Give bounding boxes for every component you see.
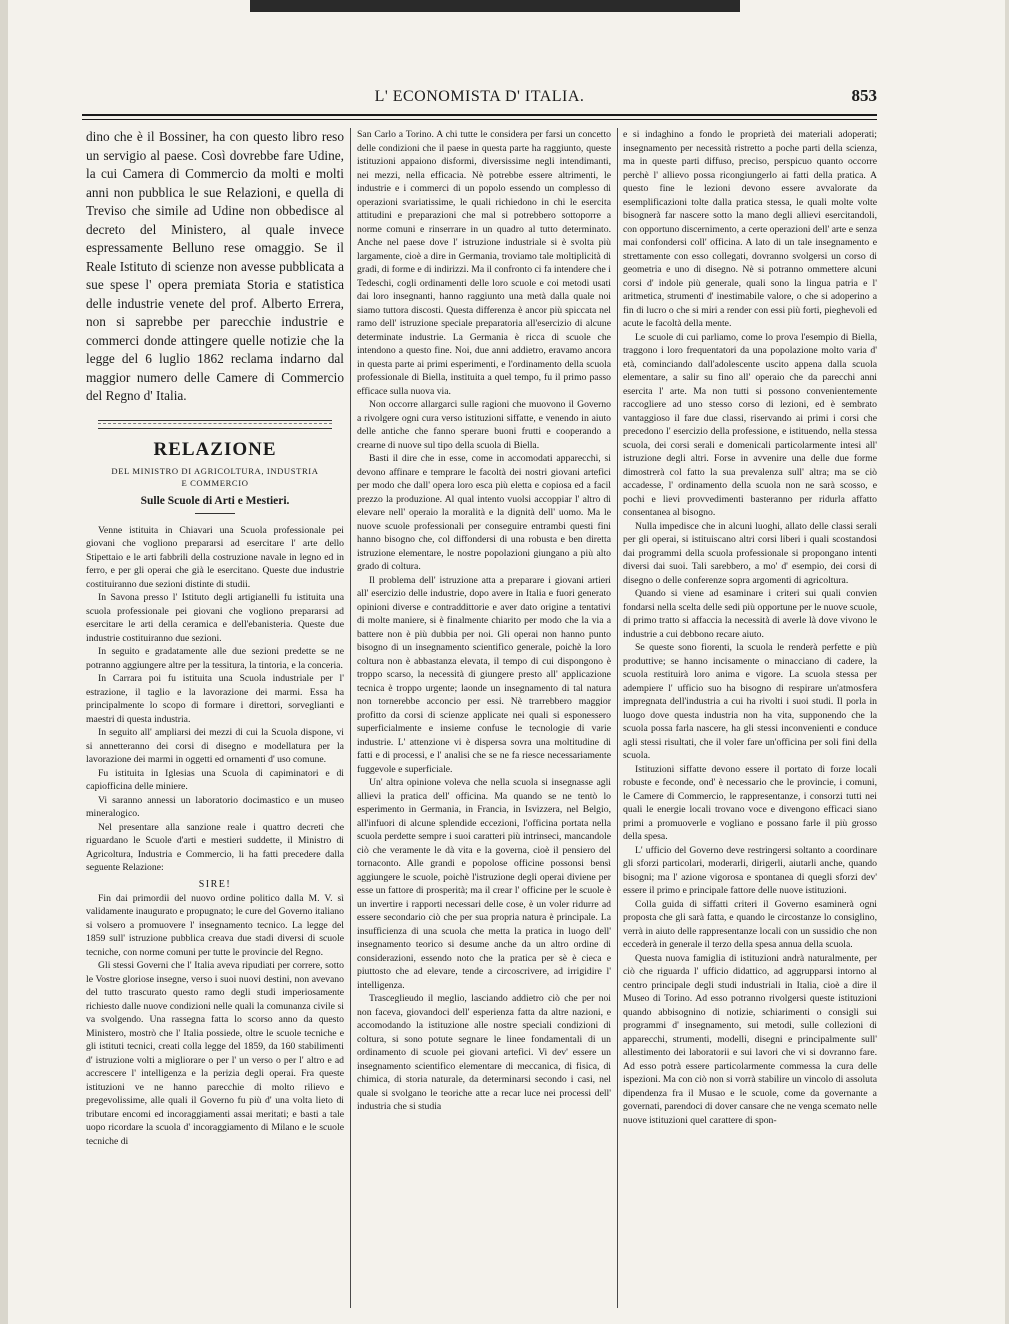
column-1 xyxy=(86,128,344,1308)
scan-right-edge xyxy=(1005,0,1009,1324)
scan-top-edge xyxy=(250,0,740,12)
paragraph: Questa nuova famiglia di istituzioni andrà naturalmente, per ciò che riguarda l' ufficio didattico, ad aggrupparsi intorno al centro principale degli studi industriali in Italia, cioè a dire il Museo di Torino. Ad esso potranno rivolgersi queste istituzioni quando abbisognino di notizie, schiarimenti o consigli sui programmi d' insegnamento, sui metodi, sulle collezioni di apparecchi, strumenti, modelli, disegni e principalmente sull' allestimento dei laboratorii e sui lavori che vi si dovranno fare. Ad esso potrà essere particolarmente commessa la cura delle ispezioni. Ma con ciò non si vorrà stabilire un vincolo di assoluta dipendenza fra il Musao e le scuole, come da governante a governati, parendoci di dover cansare che ne venga scemato nelle nuove istituzioni quel carattere di spon- xyxy=(623,952,877,1126)
paragraph: Fin dai primordii del nuovo ordine politico dalla M. V. sì validamente inaugurato e propugnato; le cure del Governo italiano si volsero a promuovere l' insegnamento tecnico. La legge del 1859 sull' istruzione pubblica creava due stadi diversi di scuole tecniche, con norme comuni per tutte le provincie del Regno. xyxy=(86,892,344,958)
paragraph: Nulla impedisce che in alcuni luoghi, allato delle classi serali per gli operai, si istituiscano altri corsi liberi i quali scostandosi dai programmi della scuola professionale si propongano intenti diversi dai suoi. Tali sarebbero, a mo' d' esempio, dei corsi di disegno o delle conferenze sopra argomenti di agricoltura. xyxy=(623,520,877,586)
article-subtitle-line-1: DEL MINISTRO DI AGRICOLTURA, INDUSTRIA xyxy=(111,465,319,476)
article-body-1 xyxy=(86,524,344,875)
paragraph: Le scuole di cui parliamo, come lo prova l'esempio di Biella, traggono i loro frequentatori da una popolazione molto varia d' età, cominciando dall'adolescente uscito appena dalla scuola elementare, a salir su fino all' operaio che da parecchi anni esercita l' arte. Ma non tutti si possono convenientemente raccogliere ad uno stesso corso di lezioni, ed è sembrato vantaggioso il fare due classi, riservando ai primi i corsi che precedono l' esercizio della professione, e istituendo, nella stessa scuola, dei corsi serali e domenicali particolarmente intesi all' istruzione degli altri. Forse in avvenire una delle due forme dimostrerà col fatto la sua prevalenza sull' altra; ma se ciò accadesse, l' ordinamento della scuola non ne sarà scosso, e pochi e lievi provvedimenti basteranno per ridurla affatto consentanea al bisogno. xyxy=(623,331,877,518)
paragraph: Fu istituita in Iglesias una Scuola di capiminatori e di capiofficina delle miniere. xyxy=(86,767,344,792)
section-divider xyxy=(98,420,332,429)
scan-left-edge xyxy=(0,0,8,1324)
salutation: SIRE! xyxy=(198,878,232,890)
paragraph: Basti il dire che in esse, come in accomodati apparecchi, si devono affinare e temprare le facoltà dei nostri giovani artefici per modo che dall' opera loro esca più eletta e copiosa ed a facil prezzo la produzione. Al qual intento vuolsi accoppiar l' altro di elevare nell' operaio la moralità e la dignità dell' uomo. Ma le nuove scuole professionali per conseguire entrambi questi fini hanno bisogno che, col diffondersi di una robusta e ben diretta istruzione elementare, le nostre popolazioni giungano a più alto grado di coltura. xyxy=(357,453,611,572)
paragraph: Gli stessi Governi che l' Italia aveva ripudiati per correre, sotto le Vostre gloriose insegne, verso i suoi nuovi destini, non avevano del tutto trascurato questo ramo degli studi imperiosamente richiesto dalle nuove condizioni nelle quali la comunanza civile si va svolgendo. Una rassegna fatta lo scorso anno da questo Ministero, mostrò che l' Italia possiede, oltre le scuole tecniche e gli istituti tecnici, creati colla legge del 1859, da 160 stabilimenti d' istruzione volti a migliorare o per l' un verso o per l' altro e ad accrescere l' intelligenza e la perizia degli operai. Fra queste istituzioni ve ne hanno parecchie di molto rilievo e pregevolissime, alle quali il Governo fu più d' una volta lieto di tributare encomi ed incoraggiamenti assai meritati; e basti a tale uopo ricordare la scuola d' incoraggiamento di Milano e le scuole tecniche di xyxy=(86,960,344,1147)
paragraph: Non occorre allargarci sulle ragioni che muovono il Governo a rivolgere ogni cura verso istituzioni siffatte, e venendo in aiuto delle antiche che fanno sperare buoni frutti e cooperando a crearne di nuove sul tipo della scuola di Biella. xyxy=(357,399,611,451)
paragraph: In Carrara poi fu istituita una Scuola industriale per l' estrazione, il taglio e la lavorazione dei marmi. Essa ha principalmente lo scopo di formare i direttori, sorveglianti e maestri di questa industria. xyxy=(86,673,344,725)
paragraph: Colla guida di siffatti criteri il Governo esaminerà ogni proposta che gli sarà fatta, e quando le circostanze lo consiglino, verrà in aiuto delle rappresentanze locali con un sussidio che non eccederà in generale il terzo della spesa annua della scuola. xyxy=(623,898,877,950)
paragraph: In Savona presso l' Istituto degli artigianelli fu istituita una scuola professionale pei giovani che vogliono prepararsi ad esercitare le arti della ceramica e dell'ebanisteria. Queste due industrie costituiranno due sezioni. xyxy=(86,592,344,644)
intro-block xyxy=(86,128,344,406)
paragraph: Trasceglieudo il meglio, lasciando addietro ciò che per noi non faceva, giovandoci dell' esperienza fatta da altre nazioni, e accomodando la istituzione alle nostre speciali condizioni di coltura, si sono potute segnare le linee fondamentali di un ordinamento di scuole pei giovani artefici. Vi dev' essere un insegnamento scientifico elementare di meccanica, di fisica, di chimica, di storia naturale, da determinarsi secondo i casi, nel quale si svolgano le teoriche atte a recar luce nei processi dell' industria che si studia xyxy=(357,993,611,1112)
article-subheading: Sulle Scuole di Arti e Mestieri. xyxy=(140,494,290,507)
paragraph: e si indaghino a fondo le proprietà dei materiali adoperati; insegnamento per necessità ristretto a poche parti della scienza, ma in queste parti diffuso, preciso, perspicuo quanto occorre perchè l' allievo possa ricongiungerlo ai fatti della pratica. A questo fine le lezioni devono essere avvalorate da esemplificazioni tolte dalla pratica stessa, le quali molte volte bisognerà far nascere sotto la mano degli allievi esercitandoli, con opportuno discernimento, a certe operazioni dell' arte e senza mai confondersi coll' officina. A lato di un tale insegnamento e strettamente con esso collegati, dovranno svolgersi un corso di geometria e uno di disegno. Nè si potranno ommettere alcuni corsi d' indole più generale, quali sono la lingua patria e l' aritmetica, strumenti d' inestimabile valore, o che si adoperino a fin di lucro o che si miri a render con essi più forti, pieghevoli ed acute le facoltà della mente. xyxy=(623,129,877,329)
column-divider xyxy=(617,128,618,1308)
paragraph: In seguito e gradatamente alle due sezioni predette se ne potranno aggiungere altre per la tessitura, la tintoria, e la conceria. xyxy=(86,646,344,671)
paragraph: Vi saranno annessi un laboratorio docimastico e un museo mineralogico. xyxy=(86,794,344,819)
article-title: RELAZIONE xyxy=(153,438,277,460)
article-subtitle-line-2: E COMMERCIO xyxy=(181,477,249,488)
header-rule xyxy=(82,114,877,116)
paragraph: San Carlo a Torino. A chi tutte le considera per farsi un concetto delle condizioni che il paese in questa parte ha raggiunto, queste istituzioni appaiono disformi, diversissime negli intendimanti, nei mezzi, nella efficacia. Nè potrebbe essere altrimenti, le industrie e i commerci di un popolo essendo un complesso di operazioni svariatissime, le quali richiedono in chi le esercita attitudini e preparazioni che mal si potrebbero sottoporre a norme comuni e rinserrare in un quadro al tutto determinato. Anche nel paese dove l' istruzione industriale si è svolta più largamente, cioè a dire in Germania, troviamo tale moltiplicità di gradi, di forme e di indirizzi. Ma il confronto ci fa intendere che i Tedeschi, cogli ordinamenti delle loro scuole e coi metodi usati dai loro insegnanti, hanno raggiunto una metà dalla quale noi siamo tuttora discosti. Questa differenza è ancor più spiccata nel ramo dell' istruzione speciale preparatoria all'esercizio di alcune determinate industrie. La Germania è ricca di scuole che intendono a questo fine. Noi, due anni addietro, eravamo ancora in questa parte ai primi esperimenti, e l'ordinamento della scuola professionale di Biella, instituita a quel tempo, fu il primo passo efficace sulla nuova via. xyxy=(357,129,611,397)
paragraph: Se queste sono fiorenti, la scuola le renderà perfette e più produttive; se hanno incisamente o minacciano di cadere, la scuola restituirà loro anima e vigore. La scuola stessa per adempiere l' ufficio suo ha bisogno di respirare un'atmosfera impregnata dell'industria a cui ha rivolti i suoi studi. Il porla in luogo dove questa industria non ha vita, supponendo che la scuola possa farla nascere, ha gli stessi inconvenienti e conduce agli stessi risultati, che il voler fare un'officina per soli fini della scuola. xyxy=(623,642,877,761)
paragraph: In seguito all' ampliarsi dei mezzi di cui la Scuola dispone, vi si annetteranno dei corsi di disegno e modellatura per la lavorazione dei marmi in oggetti ed ornamenti d' uso comune. xyxy=(86,727,344,765)
column-3 xyxy=(623,128,877,1308)
paragraph: Il problema dell' istruzione atta a preparare i giovani artieri all' esercizio delle industrie, dopo avere in Italia e fuori generato opinioni diverse e contraddittorie e aver dato origine a tentativi di molte maniere, si è finalmente chiarito per modo che la via a battere non è più dubbia per noi. Gli operai non hanno punto bisogno di un insegnamento scientifico generale, poichè la loro coltura non è abbastanza elevata, il tempo di cui dispongono è troppo scarso, la necessità di giungere presto all' applicazione tecnica è troppo urgente; laonde un insegnamento di tal natura non tornerebbe acconcio per essi. Nè trarrebbero maggior profitto da corsi di scienze applicate nei quali si esponessero superficialmente e insieme confuse le tecnologie di varie industrie. L' attenzione vi è dispersa sovra una moltitudine di fatti e di processi, e l' analisi che se ne fa riesce necessariamente fuggevole e superficiale. xyxy=(357,574,611,775)
header-rule-thin xyxy=(82,119,877,120)
paragraph: Istituzioni siffatte devono essere il portato di forze locali robuste e feconde, ond' è necessario che le provincie, i comuni, le Camere di Commercio, le rappresentanze, i consorzi tutti nei quali le energie locali trovano voce e divengono efficaci siano primi a promuoverle e vogliano e possano farle il più grosso della spesa. xyxy=(623,763,877,842)
intro-paragraph: dino che è il Bossiner, ha con questo libro reso un servigio al paese. Così dovrebbe fare Udine, la cui Camera di Commercio da molti e molti anni non pubblica le sue Relazioni, e quella di Treviso che simile ad Udine non obbedisce al decreto del Ministero, al quale invece espressamente Belluno rese omaggio. Se il Reale Istituto di scienze non avesse pubblicata a sue spese l' opera premiata Storia e statistica delle industrie venete del prof. Alberto Errera, non si saprebbe per parecchie industrie e commerci donde attingere quelle notizie che la legge del 6 luglio 1862 reclama indarno dal maggior numero delle Camere di Commercio del Regno d' Italia. xyxy=(86,129,344,403)
short-divider xyxy=(195,513,235,514)
paragraph: Venne istituita in Chiavari una Scuola professionale pei giovani che vogliono prepararsi ad esercitare l' arte dello Stipettaio e le arti fabbrili della costruzione navale in legno ed in ferro, e per gli operai che già le esercitano. Queste due industrie costituiranno due sezioni distinte di studii. xyxy=(86,524,344,590)
article-body-2 xyxy=(86,892,344,1149)
paragraph: Un' altra opinione voleva che nella scuola si insegnasse agli allievi la pratica dell' officina. Ma quando se ne tentò lo esperimento in Germania, in Francia, in Isvizzera, nel Belgio, all'infuori di alcune splendide eccezioni, l'officina portata nella scuola perdette sempre i suoi caratteri più intrinseci, mancandole ciò che veramente le dà vita e la governa, cioè il pensiero del tornaconto. Alle grandi e popolose officine possonsi bensì aggiungere le scuole, poichè l'istruzione degli operai diviene per esse un fattore di prosperità; ma il crear l' officine per le scuole è un invertire i rapporti necessari delle cose, è un voler ridurre ad essere secondario ciò che per sua propria natura è principale. La insufficienza di una scuola che metta la pratica in luogo dell' insegnamento teorico si desume anche da un altro ordine di considerazioni, essendo noto che la pratica per sè è cieca e piuttosto che ad elevare, tende a circoscrivere, ad irrigidire l' intelligenza. xyxy=(357,777,611,991)
column-divider xyxy=(350,128,351,1308)
paragraph: L' ufficio del Governo deve restringersi soltanto a coordinare gli sforzi particolari, moderarli, dirigerli, aiutarli anche, quando bisogni; ma l' azione vigorosa e spontanea di quegli sforzi dev' essere il primo e principale fattore delle nuove istituzioni. xyxy=(623,844,877,896)
paragraph: Nel presentare alla sanzione reale i quattro decreti che riguardano le Scuole d'arti e mestieri suddette, il Ministro di Agricoltura, Industria e Commercio, li ha fatti precedere dalla seguente Relazione: xyxy=(86,821,344,873)
column-2 xyxy=(357,128,611,1308)
running-title: L' ECONOMISTA D' ITALIA. xyxy=(374,88,585,105)
paragraph: Quando si viene ad esaminare i criteri sui quali convien fondarsi nella scelta delle sedi più opportune per le nuove scuole, di primo tratto si affaccia la necessità di averle là dove vivono le industrie a cui debbono recare aiuto. xyxy=(623,588,877,640)
page-number: 853 xyxy=(851,86,877,105)
